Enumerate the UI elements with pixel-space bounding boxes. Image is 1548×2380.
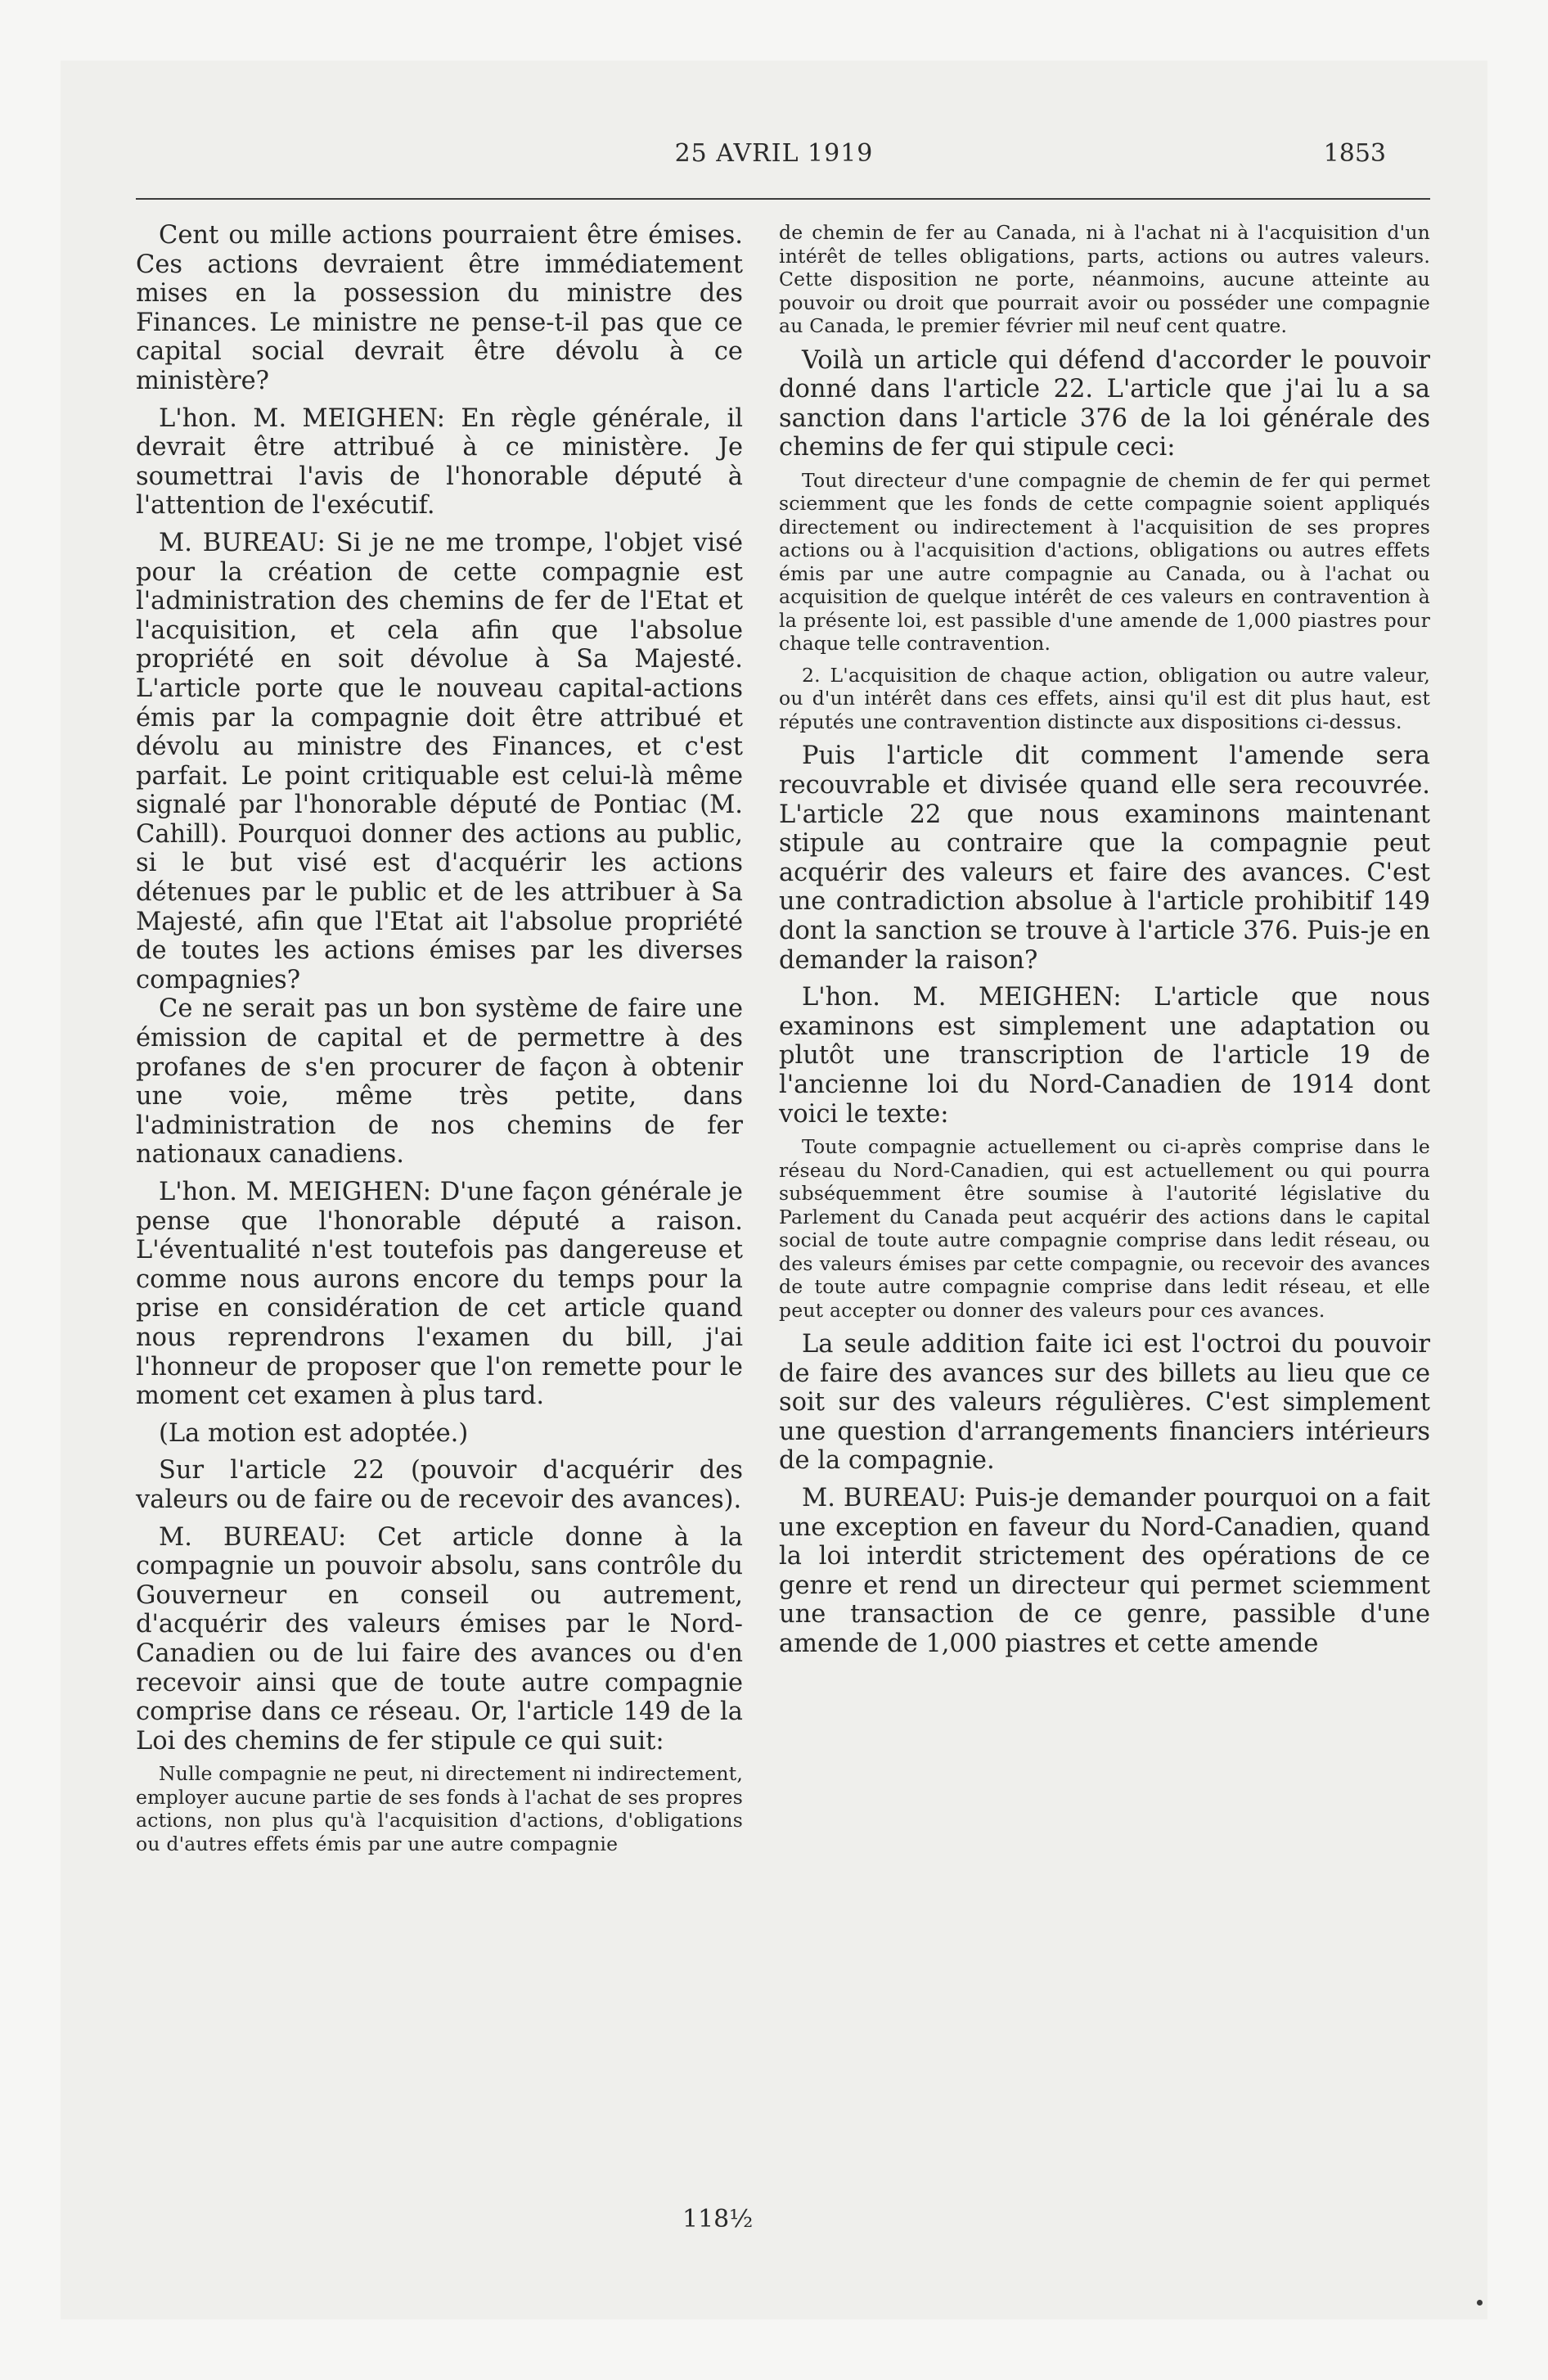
paragraph: M. BUREAU: Puis-je demander pourquoi on a fait une exception en faveur du Nord-Canadien, quand la loi interdit strictement des opérations de ce genre et rend un directeur qui permet sciemment une transaction de ce genre, passible d'une amende de 1,000 piastres et cette amende [779, 1484, 1430, 1659]
quoted-statute: de chemin de fer au Canada, ni à l'achat ni à l'acquisition d'un intérêt de telles obligations, parts, actions ou autres valeurs. Cette disposition ne porte, néanmoins, aucune atteinte au pouvoir ou droit que pourrait avoir ou posséder une compagnie au Canada, le premier février mil neuf cent quatre. [779, 221, 1430, 337]
paragraph: Cent ou mille actions pourraient être émises. Ces actions devraient être immédiatement mises en la possession du ministre des Finances. Le ministre ne pense-t-il pas que ce capital social devrait être dévolu à ce ministère? [136, 221, 743, 395]
quoted-statute: Tout directeur d'une compagnie de chemin de fer qui permet sciemment que les fonds de cette compagnie soient appliqués directement ou indirectement à l'acquisition de ses propres actions ou à l'acquisition d'actions, obligations ou autres effets émis par une autre compagnie au Canada, ou à l'achat ou acquisition de quelque intérêt de ces valeurs en contravention à la présente loi, est passible d'une amende de 1,000 piastres pour chaque telle contravention. [779, 468, 1430, 656]
page-sheet [61, 61, 1487, 2319]
left-column [136, 221, 743, 1864]
paragraph: M. BUREAU: Si je ne me trompe, l'objet visé pour la création de cette compagnie est l'administration des chemins de fer de l'Etat et l'acquisition, et cela afin que l'absolue propriété en soit dévolue à Sa Majesté. L'article porte que le nouveau capital-actions émis par la compagnie doit être attribué et dévolu au ministre des Finances, et c'est parfait. Le point critiquable est celui-là même signalé par l'honorable député de Pontiac (M. Cahill). Pourquoi donner des actions au public, si le but visé est d'acquérir les actions détenues par le public et de les attribuer à Sa Majesté, afin que l'Etat ait l'absolue propriété de toutes les actions émises par les diverses compagnies? [136, 528, 743, 994]
paragraph: Sur l'article 22 (pouvoir d'acquérir des valeurs ou de faire ou de recevoir des avances). [136, 1456, 743, 1514]
right-column [779, 221, 1430, 1659]
header-rule [136, 198, 1430, 200]
paragraph: L'hon. M. MEIGHEN: D'une façon générale je pense que l'honorable député a raison. L'éventualité n'est toutefois pas dangereuse et comme nous aurons encore du temps pour la prise en considération de cet article quand nous reprendrons l'examen du bill, j'ai l'honneur de proposer que l'on remette pour le moment cet examen à plus tard. [136, 1178, 743, 1411]
paragraph: L'hon. M. MEIGHEN: L'article que nous examinons est simplement une adaptation ou plutôt une transcription de l'article 19 de l'ancienne loi du Nord-Canadien de 1914 dont voici le texte: [779, 983, 1430, 1129]
paragraph: M. BUREAU: Cet article donne à la compagnie un pouvoir absolu, sans contrôle du Gouverneur en conseil ou autrement, d'acquérir des valeurs émises par le Nord-Canadien ou de lui faire des avances ou d'en recevoir ainsi que de toute autre compagnie comprise dans ce réseau. Or, l'article 149 de la Loi des chemins de fer stipule ce qui suit: [136, 1522, 743, 1756]
paragraph: L'hon. M. MEIGHEN: En règle générale, il devrait être attribué à ce ministère. Je soumettrai l'avis de l'honorable député à l'attention de l'exécutif. [136, 403, 743, 521]
page-header [61, 139, 1487, 175]
printer-signature-mark: 118½ [682, 2205, 754, 2234]
paragraph: Puis l'article dit comment l'amende sera recouvrable et divisée quand elle sera recouvrée. L'article 22 que nous examinons maintenant stipule au contraire que la compagnie peut acquérir des valeurs et faire des avances. C'est une contradiction absolue à l'article prohibitif 149 dont la sanction se trouve à l'article 376. Puis-je en demander la raison? [779, 741, 1430, 975]
quoted-statute: 2. L'acquisition de chaque action, obligation ou autre valeur, ou d'un intérêt dans ces effets, ainsi qu'il est dit plus haut, est réputés une contravention distincte aux dispositions ci-dessus. [779, 663, 1430, 733]
paragraph: Voilà un article qui défend d'accorder le pouvoir donné dans l'article 22. L'article que j'ai lu a sa sanction dans l'article 376 de la loi générale des chemins de fer qui stipule ceci: [779, 345, 1430, 462]
quoted-statute: Nulle compagnie ne peut, ni directement ni indirectement, employer aucune partie de ses fonds à l'achat de ses propres actions, non plus qu'à l'acquisition d'actions, d'obligations ou d'autres effets émis par une autre compagnie [136, 1762, 744, 1855]
quoted-statute: Toute compagnie actuellement ou ci-après comprise dans le réseau du Nord-Canadien, qui est actuellement ou qui pourra subséquemment être soumise à l'autorité législative du Parlement du Canada peut acquérir des actions dans le capital social de toute autre compagnie comprise dans ledit réseau, ou des valeurs émises par cette compagnie, ou recevoir des avances de toute autre compagnie comprise dans ledit réseau, et elle peut accepter ou donner des valeurs pour ces avances. [779, 1135, 1430, 1322]
page-number: 1853 [1323, 139, 1386, 168]
paragraph: (La motion est adoptée.) [159, 1418, 469, 1448]
ink-dot [1477, 2300, 1483, 2306]
running-head-date: 25 AVRIL 1919 [674, 139, 874, 168]
paragraph: La seule addition faite ici est l'octroi du pouvoir de faire des avances sur des billets au lieu que ce soit sur des valeurs régulières. C'est simplement une question d'arrangements financiers intérieurs de la compagnie. [779, 1330, 1430, 1476]
paragraph: Ce ne serait pas un bon système de faire une émission de capital et de permettre à des profanes de s'en procurer de façon à obtenir une voie, même très petite, dans l'administration de nos chemins de fer nationaux canadiens. [136, 994, 743, 1170]
